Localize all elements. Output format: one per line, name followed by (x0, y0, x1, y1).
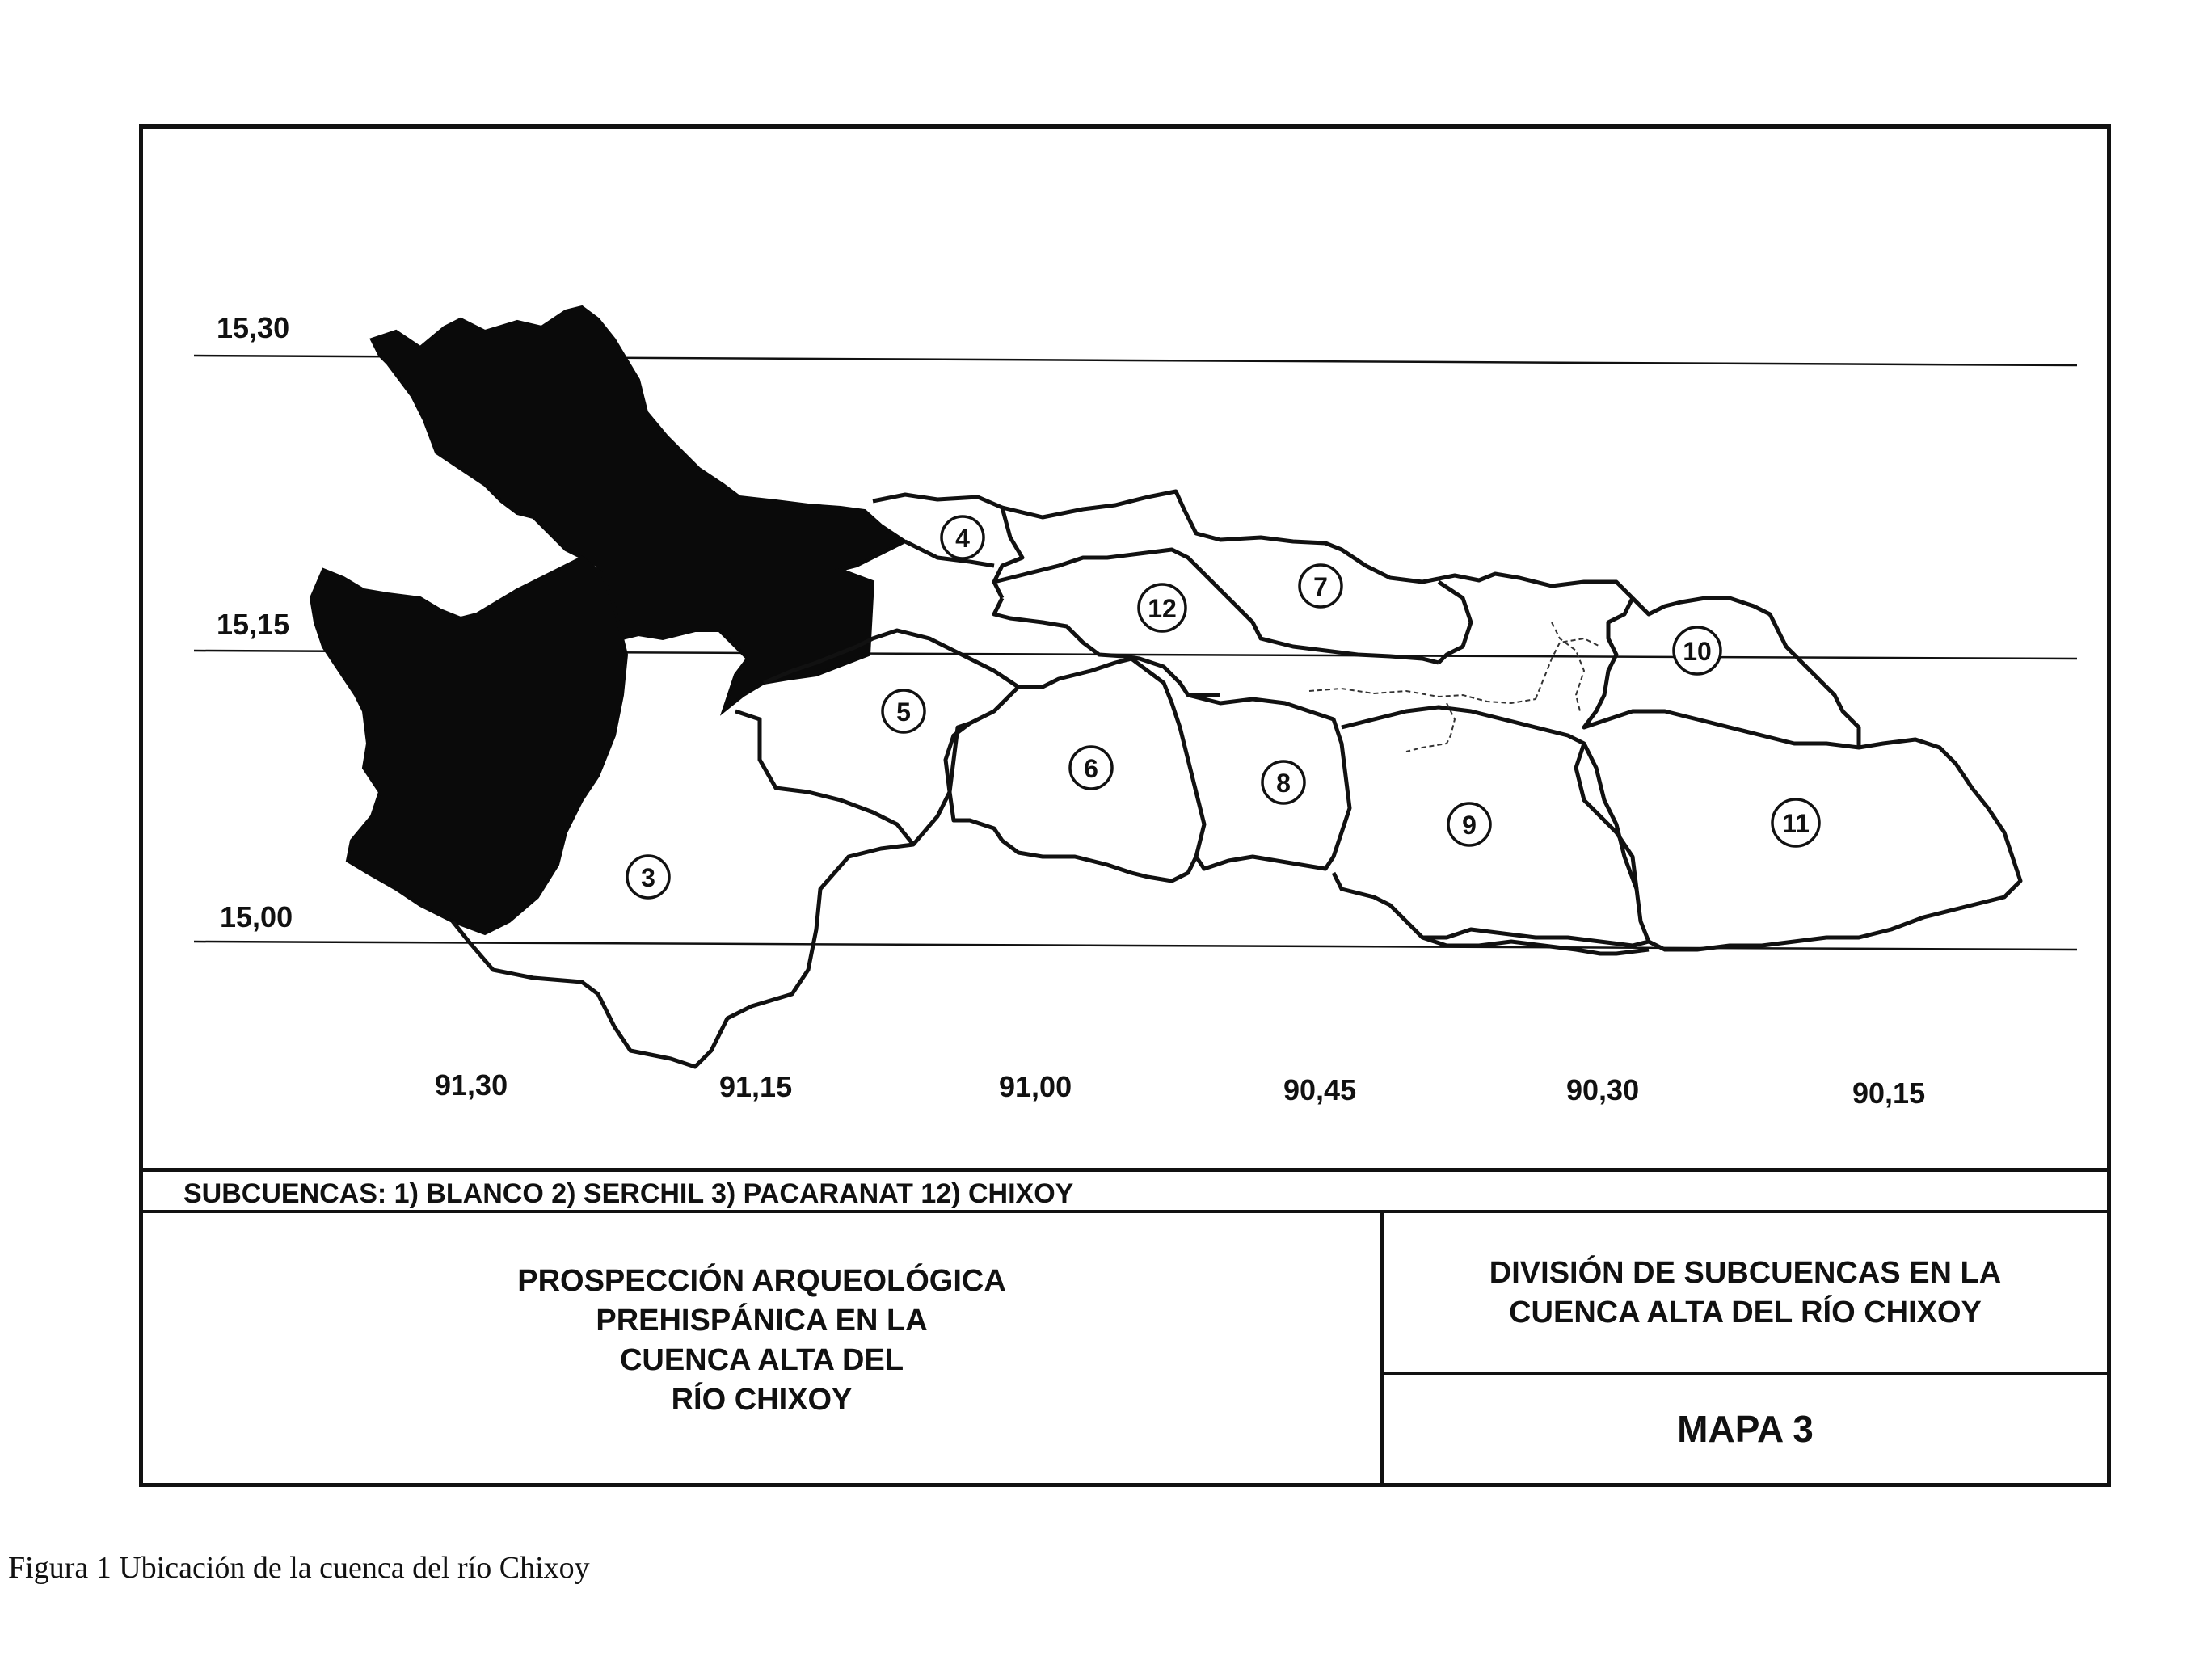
subbasin-number-4: 4 (955, 524, 970, 553)
subbasin-marker-11 (1772, 799, 1819, 846)
subbasin-7-east (1439, 582, 1471, 663)
subbasin-marker-10 (1674, 627, 1721, 674)
subbasin-number-7: 7 (1313, 572, 1328, 601)
subbasin-number-11: 11 (1782, 809, 1810, 838)
river-line (1552, 622, 1584, 711)
subbasin-marker-3 (627, 856, 669, 898)
subbasin-11-west (1584, 744, 1637, 889)
subbasin-6-west (950, 723, 970, 792)
subbasin-number-8: 8 (1276, 769, 1291, 798)
title-block-left (143, 1213, 1384, 1483)
subbasin-bottom-edge (1422, 938, 1649, 954)
river-line (1536, 638, 1600, 699)
subbasin-number-12: 12 (1148, 594, 1177, 623)
subbasin-marker-8 (1262, 761, 1304, 803)
river-line (1309, 689, 1536, 703)
subbasin-marker-5 (883, 690, 925, 732)
subbasin-marker-4 (942, 516, 984, 558)
subbasin-number-3: 3 (641, 863, 655, 892)
longitude-label: 91,15 (719, 1070, 793, 1103)
longitude-label: 90,30 (1566, 1073, 1640, 1106)
subbasin-legend: SUBCUENCAS: 1) BLANCO 2) SERCHIL 3) PACARANAT 12) CHIXOY (183, 1178, 1074, 1209)
subbasin-10-boundary (1584, 598, 1859, 748)
longitude-label: 90,45 (1283, 1073, 1357, 1106)
longitude-label: 90,15 (1852, 1077, 1926, 1110)
subbasin-filled-south (311, 558, 626, 933)
latitude-label: 15,15 (217, 608, 290, 641)
subbasin-marker-7 (1300, 565, 1342, 607)
subbasin-marker-12 (1139, 584, 1186, 631)
subbasin-marker-9 (1448, 803, 1490, 845)
legend-row (143, 1168, 2107, 1213)
subbasin-number-5: 5 (896, 697, 911, 727)
subbasin-11-boundary (1649, 739, 2020, 950)
title-block-right-bottom (1384, 1375, 2107, 1483)
subbasin-number-9: 9 (1462, 811, 1477, 840)
subbasin-number-6: 6 (1084, 754, 1098, 783)
longitude-label: 91,00 (999, 1070, 1072, 1103)
subbasin-marker-6 (1070, 747, 1112, 789)
title-block-right-top (1384, 1213, 2107, 1375)
longitude-label: 91,30 (435, 1068, 508, 1102)
subbasin-number-10: 10 (1683, 637, 1712, 666)
latitude-label: 15,00 (220, 900, 293, 933)
project-title: PROSPECCIÓN ARQUEOLÓGICA PREHISPÁNICA EN LA CUENCA ALTA DEL RÍO CHIXOY (517, 1264, 1006, 1417)
map-title: DIVISIÓN DE SUBCUENCAS EN LA CUENCA ALTA DEL RÍO CHIXOY (1489, 1256, 2002, 1329)
latitude-label: 15,30 (217, 311, 290, 344)
figure-caption: Figura 1 Ubicación de la cuenca del río Chixoy (8, 1551, 590, 1585)
map-number: MAPA 3 (1677, 1408, 1814, 1450)
